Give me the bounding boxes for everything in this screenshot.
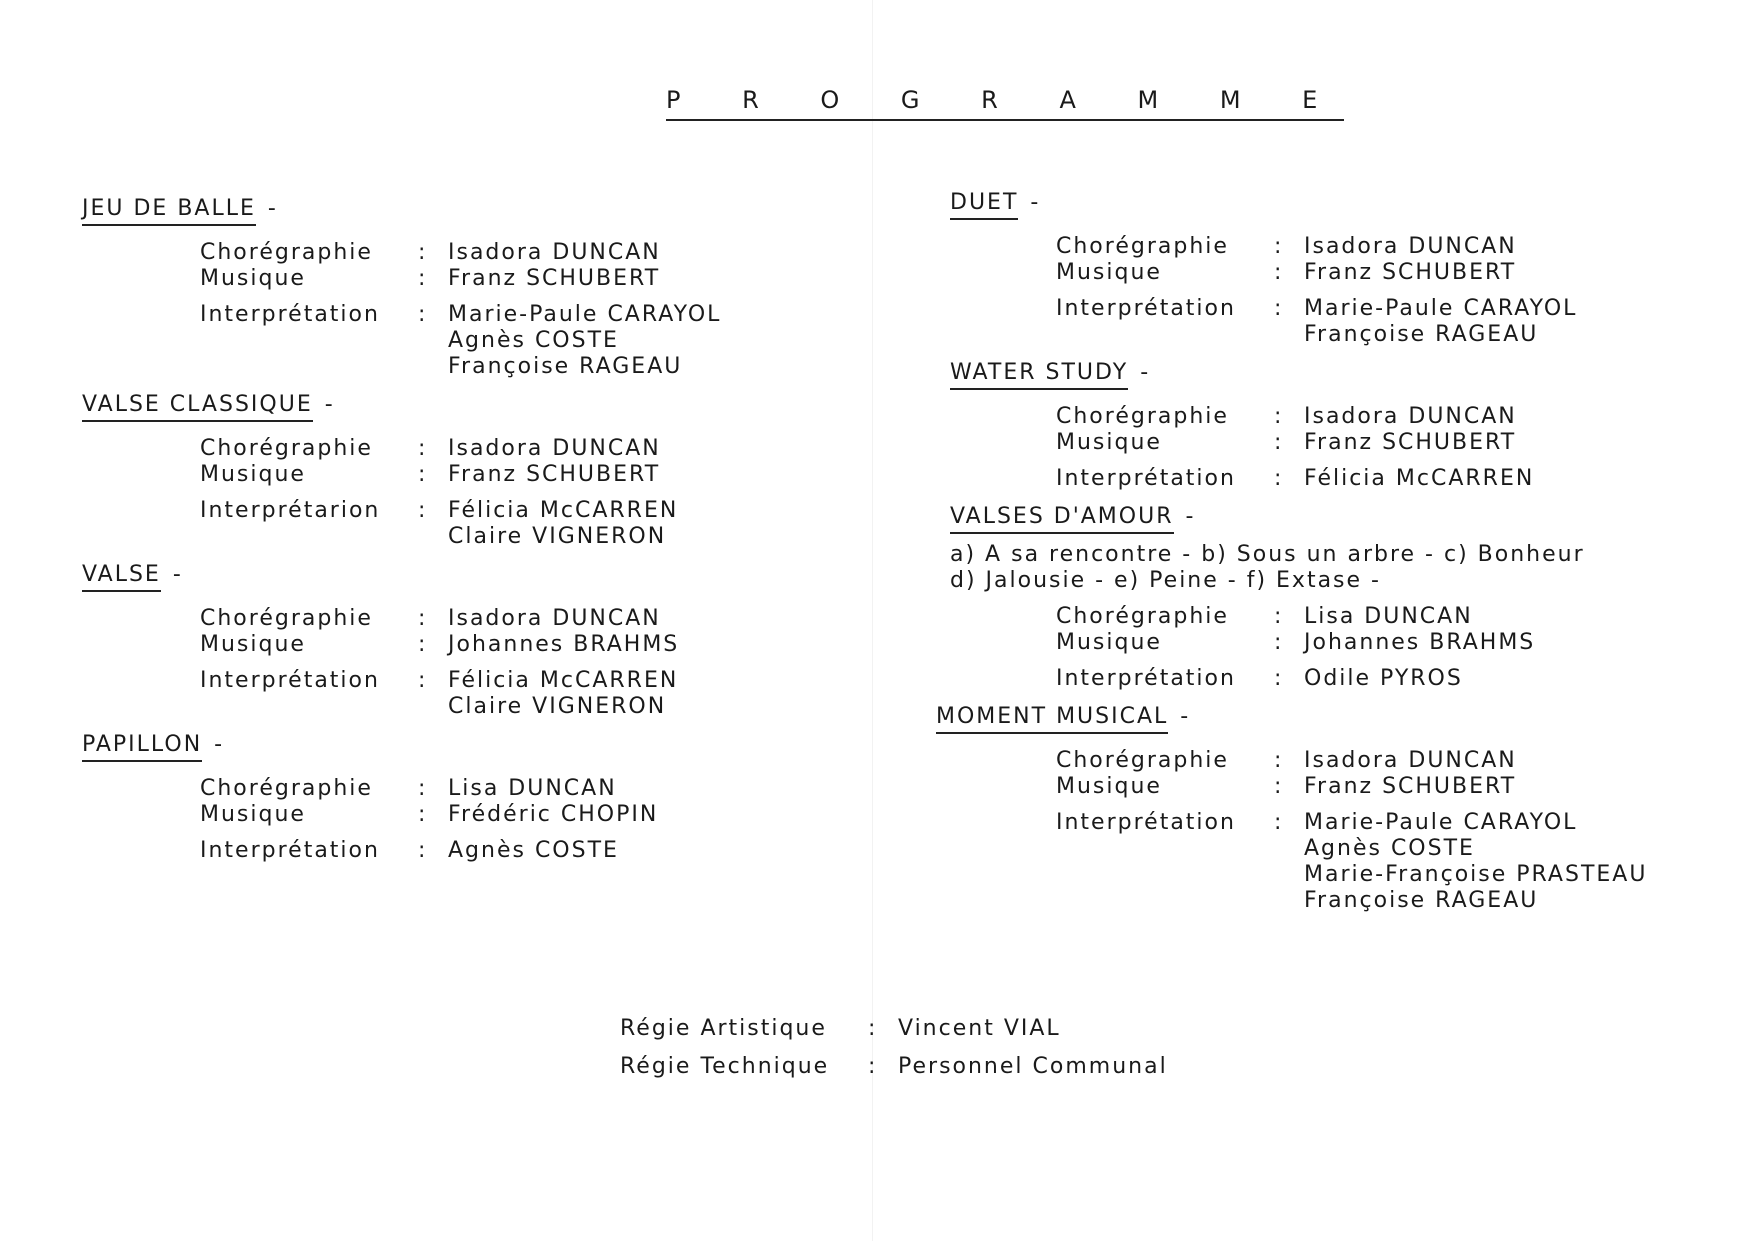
performer-name: Françoise RAGEAU: [1304, 888, 1539, 913]
performer-name: Agnès COSTE: [448, 838, 619, 863]
musique-label: Musique: [200, 266, 306, 291]
choreographie-label: Chorégraphie: [1056, 604, 1229, 629]
choreographie-value: Isadora DUNCAN: [448, 606, 661, 631]
performer-name: Agnès COSTE: [448, 328, 619, 353]
section-papillon: PAPILLON - Chorégraphie : Lisa DUNCAN Musique : Frédéric CHOPIN Interprétation : Agnès COSTE: [82, 732, 721, 864]
interpretation-label: Interprétation: [200, 838, 380, 863]
interpretation-label: Interprétation: [1056, 466, 1236, 491]
performer-name: Marie-Paule CARAYOL: [1304, 296, 1578, 321]
section-heading: MOMENT MUSICAL: [936, 704, 1168, 734]
choreographie-value: Isadora DUNCAN: [448, 436, 661, 461]
choreographie-value: Isadora DUNCAN: [1304, 234, 1517, 259]
choreographie-value: Isadora DUNCAN: [1304, 404, 1517, 429]
credits: Chorégraphie : Isadora DUNCAN Musique : Franz SCHUBERT Interprétation : Marie-Paule CARAYOL Françoise RAGEAU: [1056, 234, 1578, 347]
performer-name: Agnès COSTE: [1304, 836, 1475, 861]
choreographie-label: Chorégraphie: [200, 606, 373, 631]
performer-name: Claire VIGNERON: [448, 524, 667, 549]
musique-label: Musique: [1056, 630, 1162, 655]
musique-value: Franz SCHUBERT: [448, 462, 661, 487]
piece-line: a) A sa rencontre - b) Sous un arbre - c) Bonheur: [950, 542, 1585, 567]
performer-name: Marie-Paule CARAYOL: [448, 302, 722, 327]
choreographie-label: Chorégraphie: [1056, 404, 1229, 429]
left-column: [82, 196, 721, 876]
regie-artistique-label: Régie Artistique: [620, 1016, 827, 1041]
choreographie-value: Isadora DUNCAN: [1304, 748, 1517, 773]
section-heading: WATER STUDY: [950, 360, 1128, 390]
page-title: P R O G R A M M E: [666, 86, 1344, 121]
credits: Chorégraphie : Lisa DUNCAN Musique : Johannes BRAHMS Interprétation : Odile PYROS: [1056, 604, 1536, 691]
section-moment-musical: MOMENT MUSICAL - Chorégraphie : Isadora DUNCAN Musique : Franz SCHUBERT Interprétation : Marie-Paule CARAYOL Agnès COSTE Marie-Françoise PRASTEAU Françoise RAGEAU: [936, 704, 1648, 913]
musique-value: Johannes BRAHMS: [1304, 630, 1536, 655]
musique-value: Johannes BRAHMS: [448, 632, 680, 657]
piece-line: d) Jalousie - e) Peine - f) Extase -: [950, 568, 1381, 593]
musique-label: Musique: [1056, 430, 1162, 455]
credits: Chorégraphie : Isadora DUNCAN Musique : Franz SCHUBERT Interprétation : Marie-Paule CARAYOL Agnès COSTE Françoise RAGEAU: [200, 240, 722, 379]
performer-name: Odile PYROS: [1304, 666, 1463, 691]
musique-value: Franz SCHUBERT: [1304, 260, 1517, 285]
regie-artistique-value: Vincent VIAL: [898, 1016, 1061, 1041]
choreographie-value: Isadora DUNCAN: [448, 240, 661, 265]
musique-label: Musique: [1056, 260, 1162, 285]
section-valse-classique: VALSE CLASSIQUE - Chorégraphie : Isadora DUNCAN Musique : Franz SCHUBERT Interprétarion : Félicia McCARREN Claire VIGNERON: [82, 392, 721, 550]
section-heading: VALSES D'AMOUR: [950, 504, 1174, 534]
section-heading: DUET: [950, 190, 1018, 220]
performer-name: Marie-Paule CARAYOL: [1304, 810, 1578, 835]
performer-name: Félicia McCARREN: [1304, 466, 1535, 491]
musique-value: Frédéric CHOPIN: [448, 802, 659, 827]
credits: Chorégraphie : Isadora DUNCAN Musique : Franz SCHUBERT Interprétarion : Félicia McCARREN Claire VIGNERON: [200, 436, 679, 549]
credits: Chorégraphie : Lisa DUNCAN Musique : Frédéric CHOPIN Interprétation : Agnès COSTE: [200, 776, 659, 863]
interpretation-label: Interprétation: [200, 668, 380, 693]
credits: Chorégraphie : Isadora DUNCAN Musique : Franz SCHUBERT Interprétation : Marie-Paule CARAYOL Agnès COSTE Marie-Françoise PRASTEAU Françoise RAGEAU: [1056, 748, 1648, 913]
section-valses-d-amour: VALSES D'AMOUR - a) A sa rencontre - b) Sous un arbre - c) Bonheur d) Jalousie - e) Peine - f) Extase - Chorégraphie : Lisa DUNCAN Musique : Johannes BRAHMS Interprétation : Odile PYROS: [950, 504, 1647, 692]
credits: Chorégraphie : Isadora DUNCAN Musique : Johannes BRAHMS Interprétation : Félicia McCARREN Claire VIGNERON: [200, 606, 680, 719]
section-heading: PAPILLON: [82, 732, 202, 762]
musique-label: Musique: [200, 632, 306, 657]
credits: Chorégraphie : Isadora DUNCAN Musique : Franz SCHUBERT Interprétation : Félicia McCARREN: [1056, 404, 1535, 491]
choreographie-value: Lisa DUNCAN: [1304, 604, 1473, 629]
performer-name: Claire VIGNERON: [448, 694, 667, 719]
choreographie-label: Chorégraphie: [1056, 748, 1229, 773]
performer-name: Françoise RAGEAU: [448, 354, 683, 379]
interpretation-label: Interprétation: [1056, 666, 1236, 691]
choreographie-label: Chorégraphie: [200, 436, 373, 461]
choreographie-label: Chorégraphie: [1056, 234, 1229, 259]
performer-name: Marie-Françoise PRASTEAU: [1304, 862, 1648, 887]
musique-label: Musique: [1056, 774, 1162, 799]
musique-value: Franz SCHUBERT: [1304, 430, 1517, 455]
musique-value: Franz SCHUBERT: [1304, 774, 1517, 799]
choreographie-label: Chorégraphie: [200, 240, 373, 265]
right-column: [936, 190, 1648, 926]
musique-label: Musique: [200, 462, 306, 487]
footer-credits: Régie Artistique : Vincent VIAL Régie Technique : Personnel Communal: [620, 1010, 1168, 1086]
choreographie-value: Lisa DUNCAN: [448, 776, 617, 801]
interpretation-label: Interprétation: [1056, 296, 1236, 321]
piece-list: [950, 542, 1647, 594]
interpretation-label: Interprétarion: [200, 498, 381, 523]
musique-label: Musique: [200, 802, 306, 827]
performer-name: Félicia McCARREN: [448, 498, 679, 523]
choreographie-label: Chorégraphie: [200, 776, 373, 801]
section-heading: VALSE: [82, 562, 161, 592]
interpretation-label: Interprétation: [200, 302, 380, 327]
section-heading: VALSE CLASSIQUE: [82, 392, 313, 422]
section-jeu-de-balle: JEU DE BALLE - Chorégraphie : Isadora DUNCAN Musique : Franz SCHUBERT Interprétation : Marie-Paule CARAYOL Agnès COSTE Françoise RAGEAU: [82, 196, 722, 379]
regie-technique-label: Régie Technique: [620, 1054, 830, 1079]
section-heading: JEU DE BALLE: [82, 196, 256, 226]
section-valse: VALSE - Chorégraphie : Isadora DUNCAN Musique : Johannes BRAHMS Interprétation : Félicia McCARREN Claire VIGNERON: [82, 562, 721, 720]
regie-technique-value: Personnel Communal: [898, 1054, 1168, 1079]
interpretation-label: Interprétation: [1056, 810, 1236, 835]
section-water-study: WATER STUDY - Chorégraphie : Isadora DUNCAN Musique : Franz SCHUBERT Interprétation : Félicia McCARREN: [950, 360, 1647, 492]
musique-value: Franz SCHUBERT: [448, 266, 661, 291]
performer-name: Françoise RAGEAU: [1304, 322, 1539, 347]
section-duet: DUET - Chorégraphie : Isadora DUNCAN Musique : Franz SCHUBERT Interprétation : Marie-Paule CARAYOL Françoise RAGEAU: [950, 190, 1647, 348]
performer-name: Félicia McCARREN: [448, 668, 679, 693]
